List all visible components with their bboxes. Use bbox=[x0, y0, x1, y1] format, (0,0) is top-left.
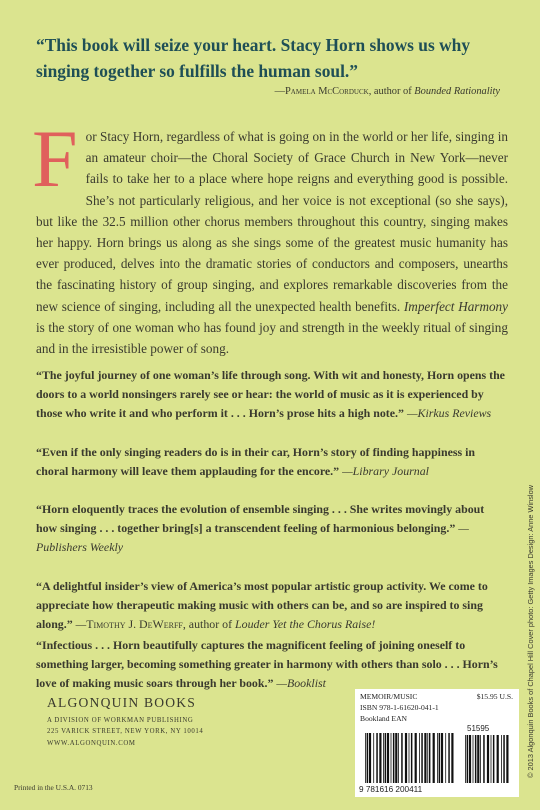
review-dewerff: “A delightful insider’s view of America’s most popular artistic group activity. We come to appreciate how therapeutic making music with others can be, and so are inspired to sing along.” —Timothy J. DeWerff, author of Louder Yet the Chorus Raise! bbox=[36, 579, 488, 632]
review-library-journal: “Even if the only singing readers do is in their car, Horn’s story of finding happiness in choral harmony will leave them applauding for the encore.” —Library Journal bbox=[36, 445, 476, 479]
book-title-inline: Imperfect Harmony bbox=[403, 298, 509, 314]
category-label: MEMOIR/MUSIC bbox=[360, 692, 418, 701]
top-endorsement-quote: “This book will seize your heart. Stacy Horn shows us why singing together so fulfills the human soul.” bbox=[36, 35, 471, 81]
endorser-name: Pamela McCorduck bbox=[285, 86, 369, 97]
review-kirkus: “The joyful journey of one woman’s life through song. With wit and honesty, Horn opens the doors to a world nonsingers rarely see or hear: the world of music as it is experienced by those who write it and who perform it . . . Horn’s prose hits a high note.” —Kirkus Reviews bbox=[36, 368, 505, 421]
ean-barcode-bars bbox=[365, 733, 454, 783]
review-publishers-weekly: “Horn eloquently traces the evolution of ensemble singing . . . She writes movingly about how singing . . . together bring[s] a transcendent feeling of harmonious belonging.” —Publishers Weekly bbox=[36, 502, 485, 555]
top-endorsement-attribution: —Pamela McCorduck, author of Bounded Rationality bbox=[274, 86, 500, 97]
book-description: For Stacy Horn, regardless of what is going on in the world or her life, singing in an amateur choir—the Choral Society of Grace Church in New York—never fails to take her to a place where hope reigns and everything good is possible. She’s not particularly religious, and her voice is not exceptional (so she says), but like the 32.5 million other chorus members throughout this country, singing makes her happy. Horn brings us along as she sings some of the greatest music humanity has ever produced, delves into the dramatic stories of conductors and composers, unearths the fascinating history of group singing, and explores remarkable discoveries from the new science of singing, including all the unexpected health benefits. Imperfect Harmony is the story of one woman who has found joy and strength in the weekly ritual of singing and in the irresistible power of song. bbox=[32, 113, 509, 357]
ean-label: Bookland EAN bbox=[360, 714, 408, 723]
publisher-name: ALGONQUIN BOOKS bbox=[47, 695, 197, 710]
publisher-website: WWW.ALGONQUIN.COM bbox=[47, 739, 136, 747]
ean-digits: 9 781616 200411 bbox=[359, 785, 423, 794]
addon-digits: 51595 bbox=[467, 724, 490, 733]
price-label: $15.95 U.S. bbox=[476, 692, 513, 701]
drop-cap: F bbox=[32, 113, 78, 204]
publisher-division: A DIVISION OF WORKMAN PUBLISHING bbox=[47, 717, 194, 724]
side-credit-line: © 2013 Algonquin Books of Chapel Hill Cover photo: Getty Images Design: Anne Winslow bbox=[526, 484, 535, 778]
publisher-block bbox=[47, 695, 203, 749]
publisher-address: 225 VARICK STREET, NEW YORK, NY 10014 bbox=[47, 728, 204, 736]
isbn-label: ISBN 978-1-61620-041-1 bbox=[360, 703, 439, 712]
endorser-book-title: Bounded Rationality bbox=[414, 86, 500, 97]
addon-barcode-bars bbox=[465, 735, 509, 783]
barcode-graphic bbox=[355, 689, 519, 797]
printed-in-line: Printed in the U.S.A. 0713 bbox=[14, 783, 93, 792]
review-booklist: “Infectious . . . Horn beautifully captures the magnificent feeling of joining oneself to something larger, becoming something greater in harmony with others than solo . . . Horn’s love of making music soars through her book.” —Booklist bbox=[36, 638, 498, 691]
barcode-panel bbox=[355, 689, 519, 797]
